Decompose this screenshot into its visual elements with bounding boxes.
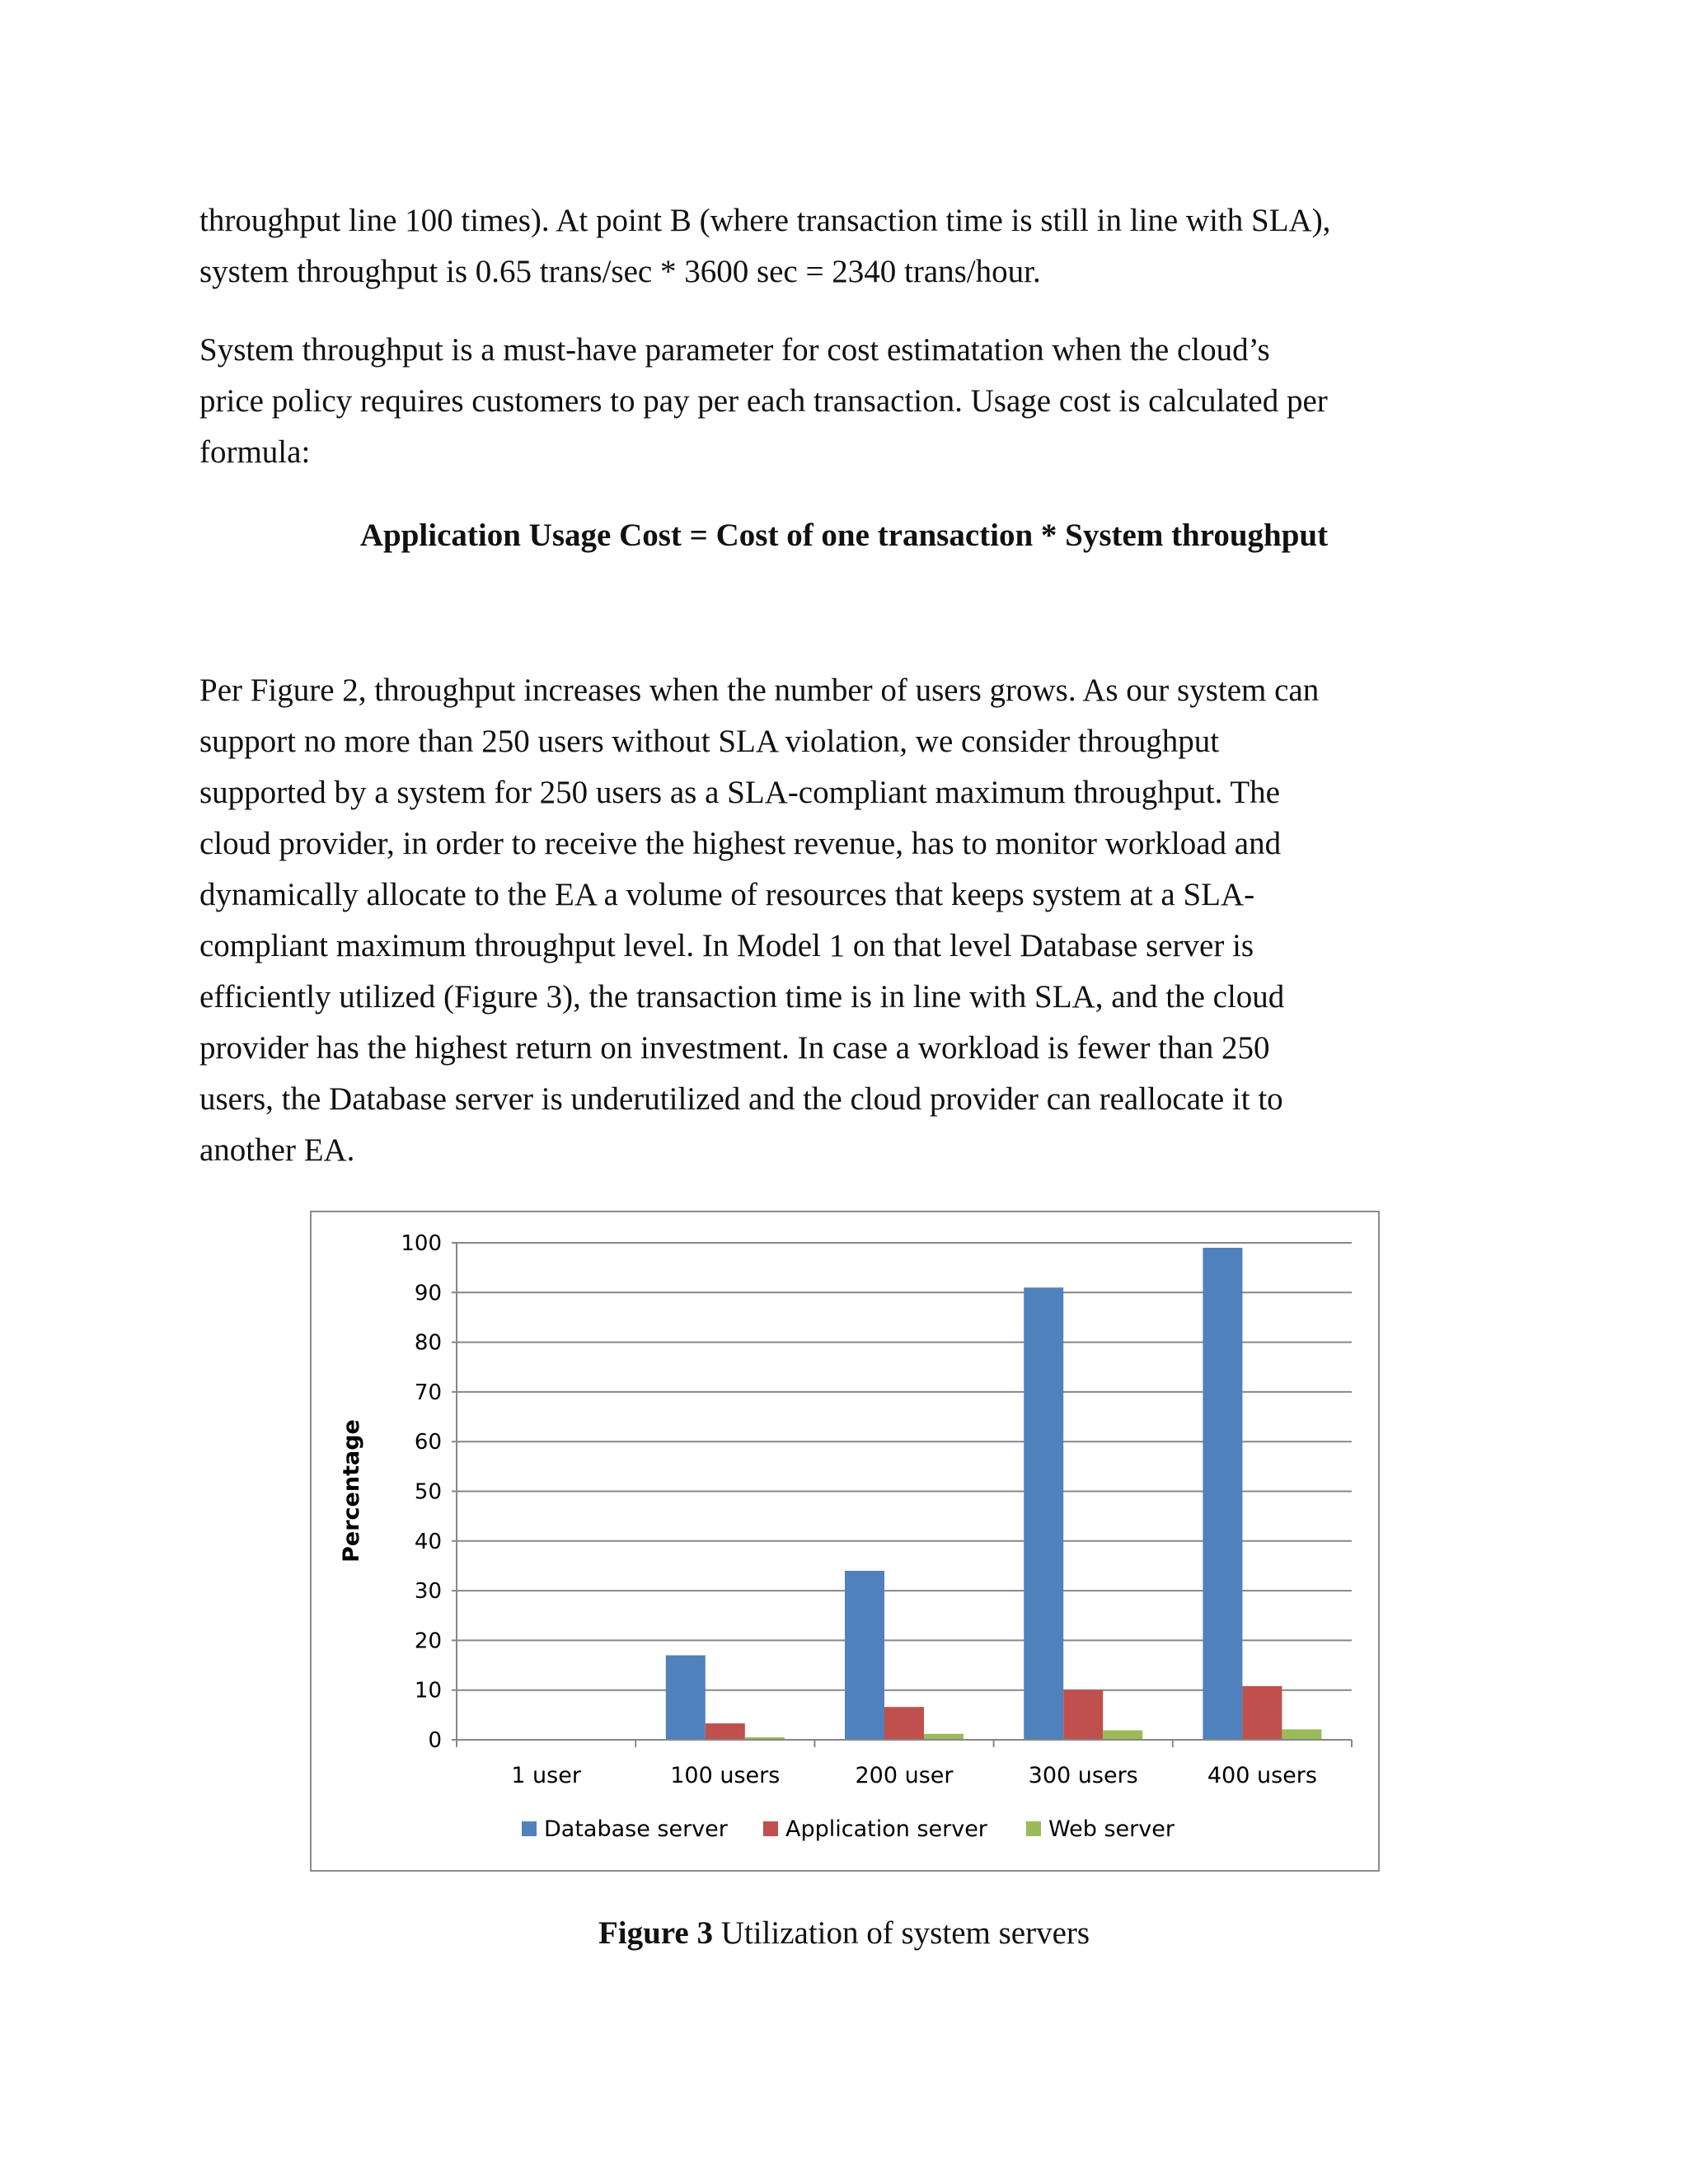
text-line: another EA. [199,1132,355,1168]
text-line: provider has the highest return on investment. In case a workload is fewer than 250 [199,1030,1270,1066]
x-tick-label: 200 user [855,1763,954,1788]
bar-database-server [1203,1248,1242,1740]
caption-label: Figure 3 [598,1915,713,1951]
text-line: users, the Database server is underutilized and the cloud provider can reallocate it to [199,1081,1283,1117]
bar-web-server [1282,1729,1321,1740]
y-tick-label: 100 [401,1231,442,1256]
legend-label: Web server [1048,1816,1175,1842]
bar-application-server [1063,1690,1103,1740]
caption-text: Utilization of system servers [712,1915,1090,1951]
x-tick-label: 400 users [1207,1763,1317,1788]
y-axis-title: Percentage [339,1419,364,1563]
y-tick-label: 30 [414,1579,442,1605]
text-line: supported by a system for 250 users as a SLA-compliant maximum throughput. The [199,775,1280,810]
y-tick-label: 80 [414,1330,442,1356]
text-line: compliant maximum throughput level. In Model 1 on that level Database server is [199,928,1254,963]
legend-swatch [522,1821,537,1836]
bar-application-server [884,1707,924,1740]
text-line: throughput line 100 times). At point B (where transaction time is still in line with SLA), [199,203,1331,238]
legend-label: Application server [785,1816,987,1842]
text-line: Per Figure 2, throughput increases when the number of users grows. As our system can [199,673,1320,708]
bar-database-server [666,1655,706,1740]
bar-database-server [845,1571,884,1740]
text-line: System throughput is a must-have parameter for cost estimatation when the cloud’s [199,332,1270,368]
legend-swatch [763,1821,778,1836]
text-line: support no more than 250 users without SLA violation, we consider throughput [199,724,1220,759]
text-line: formula: [199,434,311,470]
legend-swatch [1026,1821,1041,1836]
y-tick-label: 0 [428,1728,442,1753]
figure-caption [0,1915,1688,1952]
bar-application-server [1242,1686,1282,1740]
x-tick-label: 300 users [1028,1763,1138,1788]
y-tick-label: 70 [414,1380,442,1405]
x-tick-label: 1 user [511,1763,581,1788]
y-tick-label: 50 [414,1479,442,1505]
y-tick-label: 10 [414,1678,442,1704]
legend-label: Database server [544,1816,728,1842]
bar-web-server [924,1734,964,1740]
bar-web-server [1103,1731,1142,1740]
y-tick-label: 60 [414,1430,442,1455]
x-tick-label: 100 users [670,1763,781,1788]
formula: Application Usage Cost = Cost of one transaction * System throughput [359,518,1329,553]
text-line: system throughput is 0.65 trans/sec * 3600 sec = 2340 trans/hour. [199,254,1041,289]
y-tick-label: 20 [414,1629,442,1654]
text-line: dynamically allocate to the EA a volume of resources that keeps system at a SLA- [199,877,1255,912]
y-tick-label: 40 [414,1529,442,1554]
utilization-chart [312,1212,1381,1873]
text-line: efficiently utilized (Figure 3), the transaction time is in line with SLA, and the cloud [199,979,1285,1015]
text-line: cloud provider, in order to receive the highest revenue, has to monitor workload and [199,826,1282,861]
y-tick-label: 90 [414,1281,442,1306]
chart-frame [310,1211,1380,1872]
text-line: price policy requires customers to pay per each transaction. Usage cost is calculated per [199,383,1328,419]
bar-application-server [706,1723,745,1740]
bar-database-server [1024,1287,1063,1740]
